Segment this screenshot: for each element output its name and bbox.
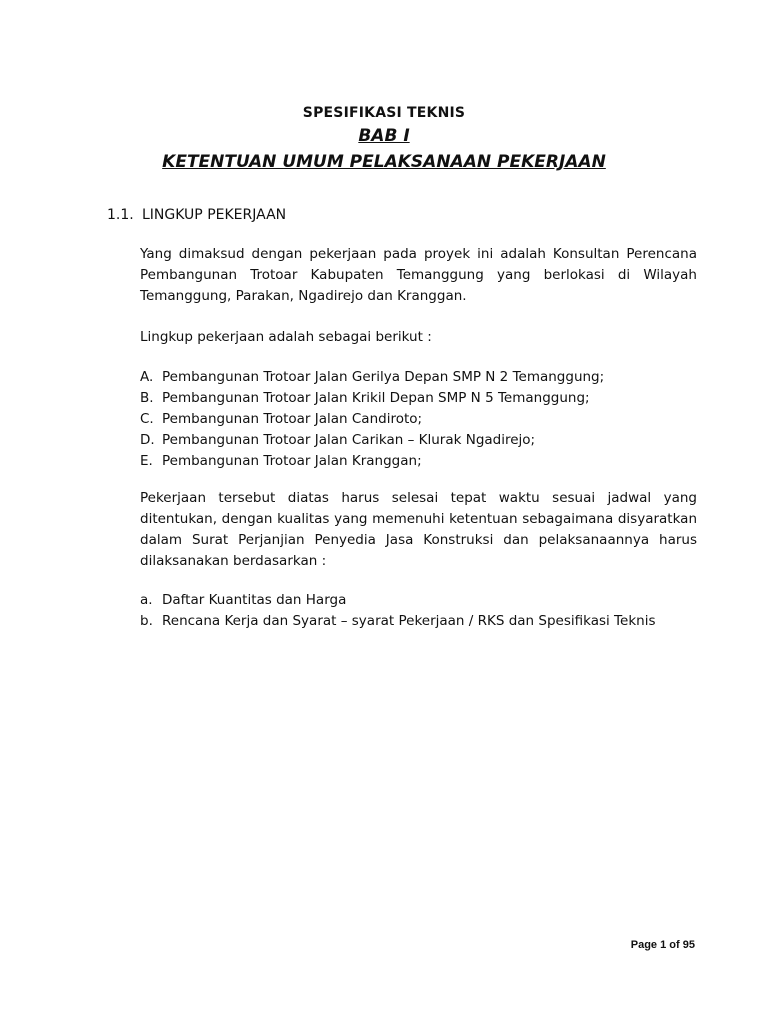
completion-paragraph: Pekerjaan tersebut diatas harus selesai tepat waktu sesuai jadwal yang ditentukan, dengan kualitas yang memenuhi ketentuan sebagaimana disyaratkan dalam Surat Perjanjian Penyedia Jasa Konstruksi dan pelaksanaannya harus dilaksanakan berdasarkan : xyxy=(140,490,697,569)
list-marker: E. xyxy=(140,453,153,469)
list-item-text: Pembangunan Trotoar Jalan Candiroto; xyxy=(162,411,423,427)
page-footer xyxy=(631,939,695,951)
list-item-text: Pembangunan Trotoar Jalan Carikan – Klurak Ngadirejo; xyxy=(162,432,536,448)
scope-lead-paragraph: Lingkup pekerjaan adalah sebagai berikut : xyxy=(140,329,432,345)
list-item xyxy=(140,367,700,388)
section-title: LINGKUP PEKERJAAN xyxy=(142,207,287,223)
list-item xyxy=(140,388,700,409)
section-number: 1.1. xyxy=(107,207,134,223)
list-item xyxy=(140,409,700,430)
page-label: Page xyxy=(630,939,658,951)
list-marker: D. xyxy=(140,432,155,448)
scope-list xyxy=(140,367,700,472)
list-item-text: Pembangunan Trotoar Jalan Kranggan; xyxy=(162,453,422,469)
list-marker: C. xyxy=(140,411,154,427)
chapter-title: KETENTUAN UMUM PELAKSANAAN PEKERJAAN xyxy=(162,152,606,172)
list-item-text: Rencana Kerja dan Syarat – syarat Pekerjaan / RKS dan Spesifikasi Teknis xyxy=(162,613,656,629)
list-marker: B. xyxy=(140,390,154,406)
intro-paragraph: Yang dimaksud dengan pekerjaan pada proyek ini adalah Konsultan Perencana Pembangunan Trotoar Kabupaten Temanggung yang berlokasi di Wilayah Temanggung, Parakan, Ngadirejo dan Kranggan. xyxy=(140,246,697,304)
list-item xyxy=(140,590,700,611)
list-item-text: Daftar Kuantitas dan Harga xyxy=(162,592,347,608)
list-marker: b. xyxy=(140,613,153,629)
list-item xyxy=(140,611,700,632)
list-item-text: Pembangunan Trotoar Jalan Gerilya Depan SMP N 2 Temanggung; xyxy=(162,369,605,385)
list-item xyxy=(140,430,700,451)
list-marker: A. xyxy=(140,369,154,385)
chapter-heading: BAB I xyxy=(358,126,410,146)
page-current: 1 xyxy=(660,939,667,951)
section-heading xyxy=(107,207,286,223)
basis-list xyxy=(140,590,700,632)
of-label: of xyxy=(669,939,680,951)
list-marker: a. xyxy=(140,592,153,608)
page-total: 95 xyxy=(682,939,695,951)
document-title: SPESIFIKASI TEKNIS xyxy=(302,105,466,121)
list-item xyxy=(140,451,700,472)
list-item-text: Pembangunan Trotoar Jalan Krikil Depan SMP N 5 Temanggung; xyxy=(162,390,590,406)
